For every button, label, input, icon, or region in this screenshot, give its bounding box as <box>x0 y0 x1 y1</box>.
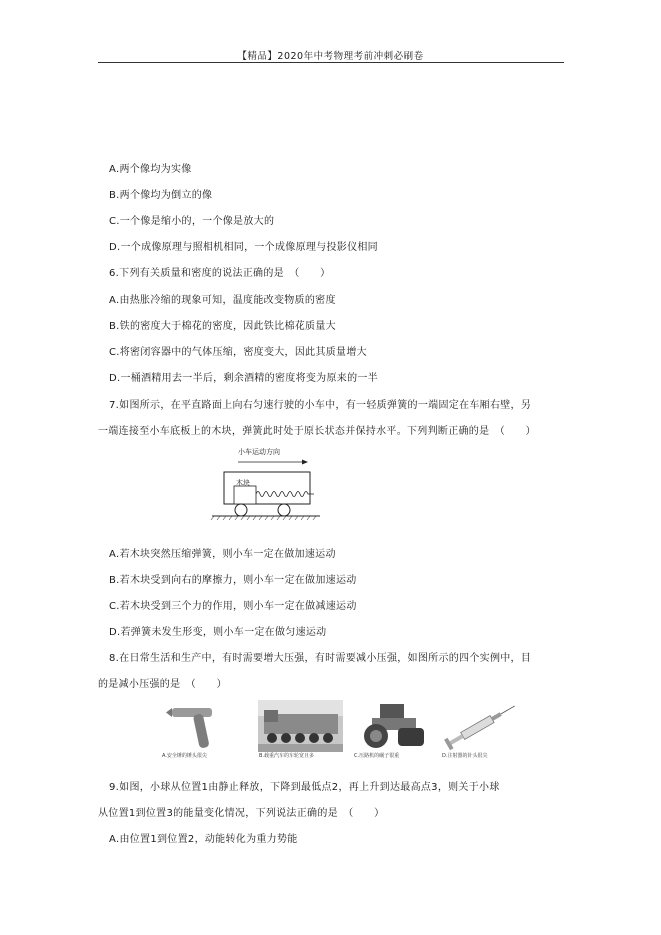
q9-stem-line2: 从位置1到位置3的能量变化情况，下列说法正确的是 （ ） <box>98 808 385 819</box>
q5-option-c: C.一个像是缩小的，一个像是放大的 <box>109 216 275 227</box>
q8-image-c <box>350 700 435 762</box>
q7-option-a: A.若木块突然压缩弹簧，则小车一定在做加速运动 <box>109 549 336 560</box>
q7-option-d: D.若弹簧未发生形变，则小车一定在做匀速运动 <box>109 627 327 638</box>
road-roller-photo <box>350 700 435 752</box>
q5-option-d: D.一个成像原理与照相机相同，一个成像原理与投影仪相同 <box>109 242 378 253</box>
q5-option-b: B.两个像均为倒立的像 <box>109 190 213 201</box>
cart-wheel-right <box>278 504 290 516</box>
cart-wheel-left <box>235 504 247 516</box>
q8-image-b <box>258 700 343 762</box>
cart-diagram <box>210 446 322 522</box>
q6-option-d: D.一桶酒精用去一半后，剩余酒精的密度将变为原来的一半 <box>109 373 378 384</box>
q8-image-a <box>160 700 245 762</box>
q6-option-c: C.将密闭容器中的气体压缩，密度变大，因此其质量增大 <box>109 347 367 358</box>
heavy-truck-photo <box>258 700 343 752</box>
q8-caption-b: B.载重汽车的车轮宽且多 <box>259 753 315 759</box>
q8-stem-line2: 的是减小压强的是 （ ） <box>98 679 227 690</box>
wood-block-label: 木块 <box>236 479 250 487</box>
hammer-handle <box>193 713 210 748</box>
q7-option-b: B.若木块受到向右的摩擦力，则小车一定在做加速运动 <box>109 575 357 586</box>
q5-option-a: A.两个像均为实像 <box>109 164 192 175</box>
q7-stem-line2: 一端连接至小车底板上的木块，弹簧此时处于原长状态并保持水平。下列判断正确的是 （ ） <box>98 426 536 437</box>
q6-stem: 6.下列有关质量和密度的说法正确的是 （ ） <box>109 268 331 279</box>
q7-option-c: C.若木块受到三个力的作用，则小车一定在做减速运动 <box>109 601 357 612</box>
q8-caption-c: C.压路机的碾子很重 <box>354 753 400 759</box>
q8-stem-line1: 8.在日常生活和生产中，有时需要增大压强，有时需要减小压强，如图所示的四个实例中，目 <box>109 653 532 664</box>
hammer-head <box>172 708 212 717</box>
q7-stem-line1: 7.如图所示，在平直路面上向右匀速行驶的小车中，有一轻质弹簧的一端固定在车厢右壁，另 <box>109 400 532 411</box>
q9-option-a: A.由位置1到位置2，动能转化为重力势能 <box>109 834 298 845</box>
syringe-illustration <box>438 700 523 752</box>
safety-hammer-illustration <box>160 700 245 752</box>
ground-hatching <box>211 516 316 520</box>
header-divider <box>98 62 564 63</box>
page-header: 【精品】2020年中考物理考前冲刺必刷卷 <box>237 51 424 62</box>
q8-caption-d: D.注射器的针头很尖 <box>442 753 488 759</box>
q7-cart-figure <box>210 446 322 522</box>
q6-option-b: B.铁的密度大于棉花的密度，因此铁比棉花质量大 <box>109 321 336 332</box>
q8-image-d <box>438 700 523 762</box>
motion-direction-label: 小车运动方向 <box>238 448 280 456</box>
spring <box>256 492 314 497</box>
q8-caption-a: A.安全锤的锤头很尖 <box>162 753 207 759</box>
motion-arrow-head <box>302 460 308 465</box>
q9-stem-line1: 9.如图，小球从位置1由静止释放，下降到最低点2，再上升到达最高点3，则关于小球 <box>109 782 500 793</box>
wood-block <box>234 486 256 504</box>
q6-option-a: A.由热胀冷缩的现象可知，温度能改变物质的密度 <box>109 295 336 306</box>
